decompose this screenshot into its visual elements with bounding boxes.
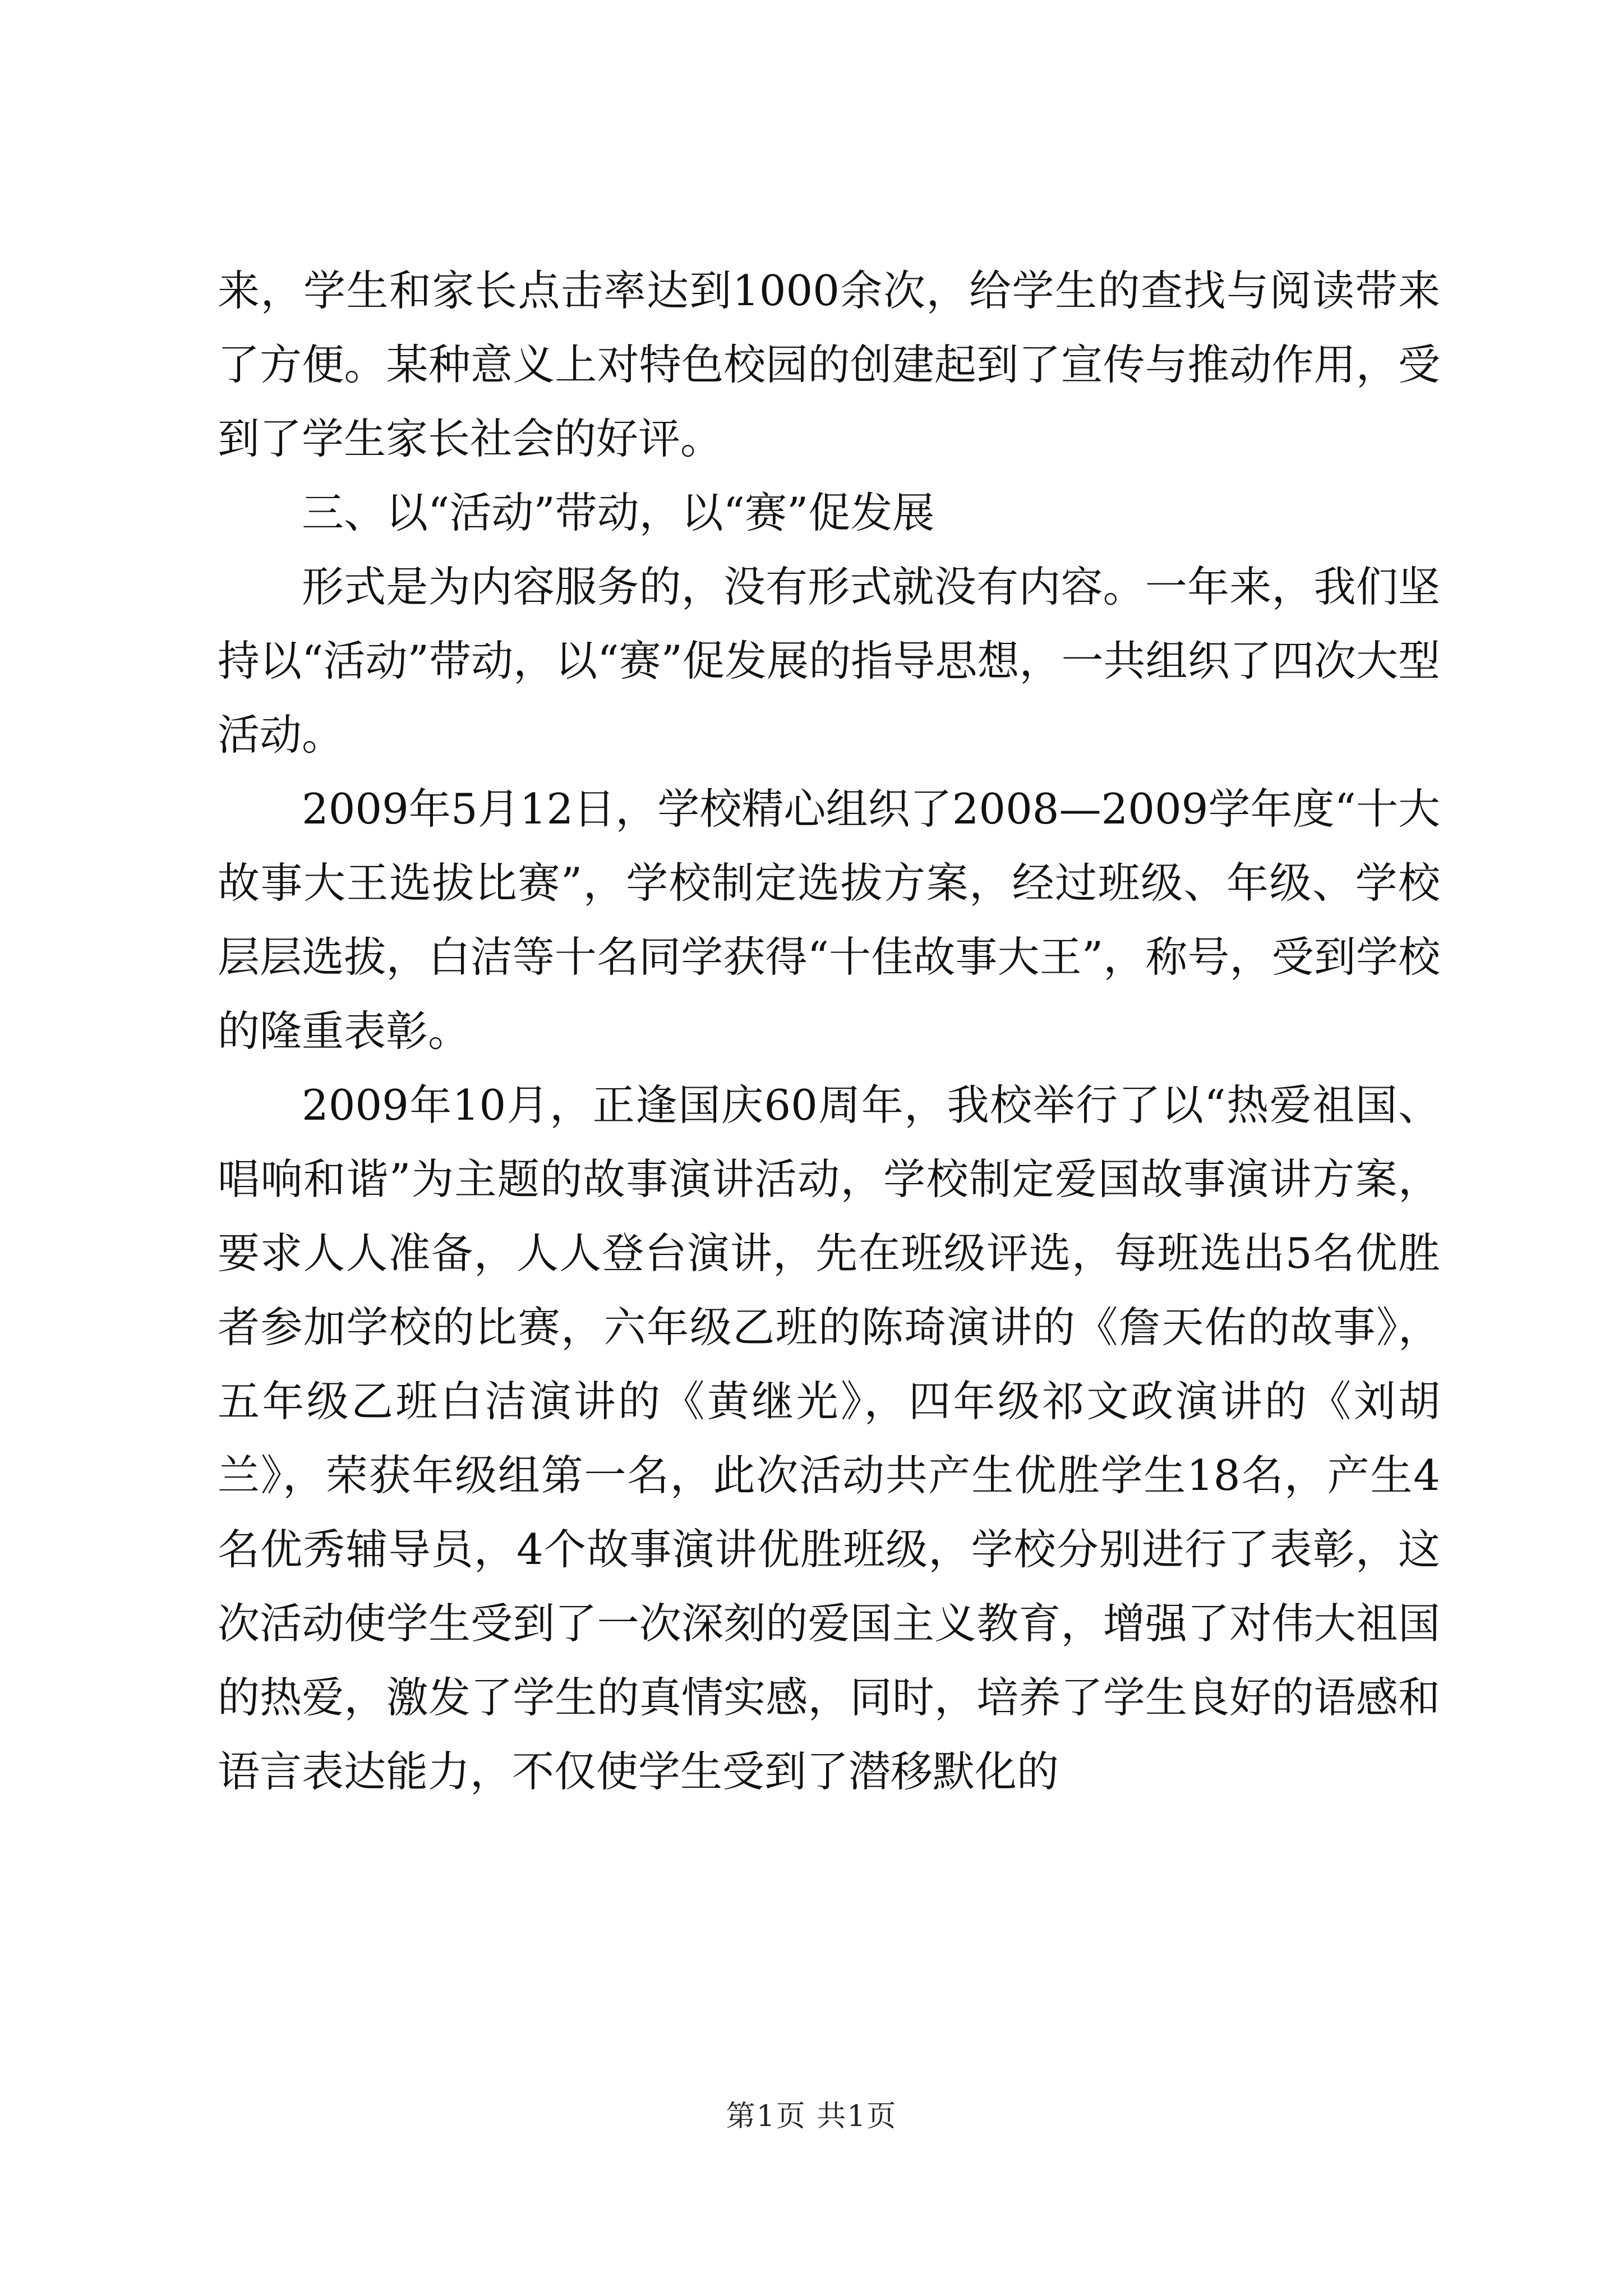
paragraph-speech-activity: 2009年10月，正逢国庆60周年，我校举行了以“热爱祖国、唱响和谐”为主题的故事演讲活动，学校制定爱国故事演讲方案，要求人人准备，人人登台演讲，先在班级评选，每班选出5名优胜者参加学校的比赛，六年级乙班的陈琦演讲的《詹天佑的故事》，五年级乙班白洁演讲的《黄继光》，四年级祁文政演讲的《刘胡兰》，荣获年级组第一名，此次活动共产生优胜学生18名，产生4名优秀辅导员，4个故事演讲优胜班级，学校分别进行了表彰，这次活动使学生受到了一次深刻的爱国主义教育，增强了对伟大祖国的热爱，激发了学生的真情实感，同时，培养了学生良好的语感和语言表达能力，不仅使学生受到了潜移默化的 bbox=[218, 1080, 1440, 1796]
paragraph-story-contest: 2009年5月12日，学校精心组织了2008—2009学年度“十大故事大王选拔比赛”，学校制定选拔方案，经过班级、年级、学校层层选拔，白洁等十名同学获得“十佳故事大王”，称号，受到学校的隆重表彰。 bbox=[218, 784, 1440, 1056]
document-body bbox=[218, 254, 1440, 1809]
paragraph-intro: 形式是为内容服务的，没有形式就没有内容。一年来，我们坚持以“活动”带动，以“赛”促发展的指导思想，一共组织了四次大型活动。 bbox=[218, 562, 1440, 760]
page-footer: 第1页 共1页 bbox=[726, 2100, 897, 2133]
paragraph-continuation: 来，学生和家长点击率达到1000余次，给学生的查找与阅读带来了方便。某种意义上对特色校园的创建起到了宣传与推动作用，受到了学生家长社会的好评。 bbox=[218, 266, 1440, 463]
section-heading: 三、以“活动”带动，以“赛”促发展 bbox=[302, 488, 935, 537]
